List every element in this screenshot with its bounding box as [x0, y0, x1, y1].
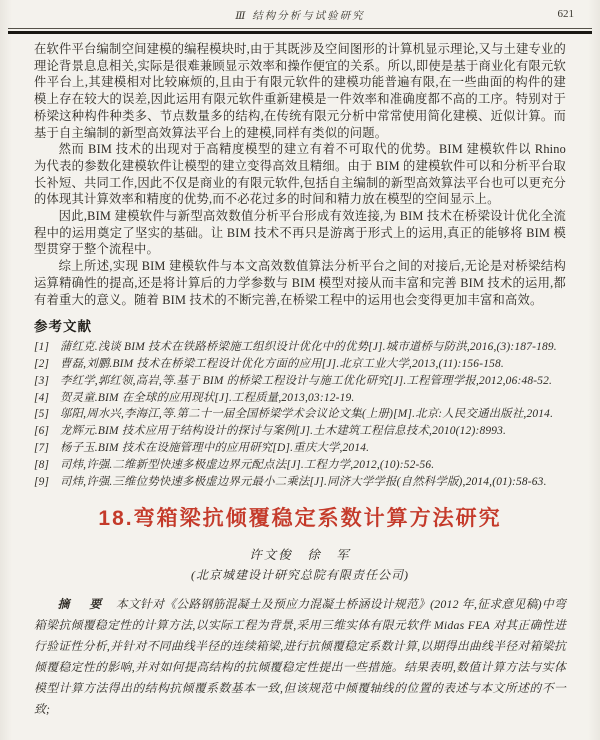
- next-article-title: 18.弯箱梁抗倾覆稳定系数计算方法研究: [98, 507, 502, 531]
- reference-item: [34, 474, 566, 491]
- reference-text: 龙辉元.BIM 技术应用于结构设计的探讨与案例[J].土木建筑工程信息技术,2010(12):8993.: [60, 425, 507, 438]
- reference-item: [34, 423, 566, 440]
- abstract-paragraph: [34, 594, 566, 720]
- reference-number: [3]: [34, 374, 50, 387]
- authors-line: 许文俊 徐 军: [249, 548, 351, 563]
- reference-text: 邬阳,周水兴,李海江,等.第二十一届全国桥梁学术会议论文集(上册)[M].北京:人民交通出版社,2014.: [60, 408, 554, 421]
- reference-item: [34, 356, 566, 373]
- reference-text: 司炜,许强.三维位势快速多极虚边界元最小二乘法[J].同济大学学报(自然科学版),2014,(01):58-63.: [60, 475, 547, 488]
- reference-number: [4]: [34, 391, 50, 404]
- references-list: [34, 339, 566, 490]
- reference-text: 司炜,许强.二维新型快速多极虚边界元配点法[J].工程力学,2012,(10):52-56.: [60, 458, 435, 471]
- abstract-label: 摘 要: [57, 597, 106, 612]
- reference-text: 杨子玉.BIM 技术在设施管理中的应用研究[D].重庆大学,2014.: [60, 442, 370, 455]
- reference-item: [34, 339, 566, 356]
- reference-number: [6]: [34, 425, 50, 438]
- reference-text: 蒲红克.浅谈 BIM 技术在铁路桥梁施工组织设计优化中的优势[J].城市道桥与防洪,2016,(3):187-189.: [60, 341, 557, 354]
- paragraph: 综上所述,实现 BIM 建模软件与本文高效数值算法分析平台之间的对接后,无论是对桥梁结构运算精确性的提高,还是将计算后的力学参数与 BIM 模型对接从而丰富和完善 BIM 技术的运用,都有着重大的意义。随着 BIM 技术的不断完善,在桥梁工程中的运用也会变得更加丰富和高效。: [34, 259, 566, 307]
- affiliation-line: (北京城建设计研究总院有限责任公司): [191, 568, 409, 583]
- abstract-text: 本文针对《公路钢筋混凝土及预应力混凝土桥涵设计规范》(2012 年,征求意见稿)中弯箱梁抗倾覆稳定性的计算方法,以实际工程为背景,采用三维实体有限元软件 Midas FEA 对其正确性进行验证性分析,并针对不同曲线半径的连续箱梁,进行抗倾覆稳定系数计算,以期得出曲线半径对箱梁抗倾覆稳定性的影响,并对如何提高结构的抗倾覆稳定性提出一些措施。结果表明,数值计算方法与实体模型计算方法得出的结构抗倾覆系数基本一致,但该规范中倾覆轴线的位置的表述与本文所述的不一致;: [34, 597, 566, 717]
- header-rule-thin: [8, 28, 592, 29]
- reference-item: [34, 373, 566, 390]
- page-number: 621: [557, 8, 574, 20]
- reference-number: [8]: [34, 458, 50, 471]
- paragraph: 因此,BIM 建模软件与新型高效数值分析平台形成有效连接,为 BIM 技术在桥梁设计优化全流程中的运用奠定了坚实的基础。让 BIM 技术不再只是游离于形式上的运用,真正的能够将 BIM 模型贯穿于整个流程中。: [34, 209, 566, 257]
- reference-number: [2]: [34, 358, 50, 371]
- reference-item: [34, 457, 566, 474]
- reference-item: [34, 390, 566, 407]
- running-head: Ⅲ 结构分析与试验研究: [235, 11, 365, 22]
- reference-item: [34, 440, 566, 457]
- paragraph: 在软件平台编制空间建模的编程模块时,由于其既涉及空间图形的计算机显示理论,又与土建专业的理论背景息息相关,实际是很难兼顾显示效率和操作便宜的关系。所以,即使是基于商业化有限元软件平台上,其建模相对比较麻烦的,且由于有限元软件的建模功能普遍有限,在一些曲面的构件的建模上存在较大的误差,因此运用有限元软件重新建模是一件效率和准确度都不高的工序。特别对于桥梁这种构件种类多、节点数量多的结构,在传统有限元分析中常常使用简化建模、近似计算。而基于自主编制的新型高效算法平台上的建模,同样有类似的问题。: [34, 42, 566, 140]
- reference-text: 曹磊,刘鹏.BIM 技术在桥梁工程设计优化方面的应用[J].北京工业大学,2013,(11):156-158.: [60, 358, 504, 371]
- reference-number: [9]: [34, 475, 50, 488]
- page-header: [0, 8, 600, 24]
- references-heading: 参考文献: [34, 319, 92, 335]
- reference-number: [1]: [34, 341, 50, 354]
- article-body: [34, 41, 566, 720]
- reference-number: [7]: [34, 442, 50, 455]
- paragraph: 然而 BIM 技术的出现对于高精度模型的建立有着不可取代的优势。BIM 建模软件以 Rhino 为代表的参数化建模软件让模型的建立变得高效且精细。由于 BIM 的建模软件可以和分析平台取长补短、共同工作,因此不仅是商业的有限元软件,包括自主编制的新型高效算法平台也可以更充分的体现其计算效率和精度的优势,而不必花过多的时间和精力放在模型的空间显示上。: [34, 142, 566, 207]
- reference-text: 贺灵童.BIM 在全球的应用现状[J].工程质量,2013,03:12-19.: [60, 391, 355, 404]
- reference-item: [34, 406, 566, 423]
- header-rule-thick: [8, 31, 592, 34]
- reference-text: 李红学,郭红领,高岩,等.基于 BIM 的桥梁工程设计与施工优化研究[J].工程管理学报,2012,06:48-52.: [60, 374, 553, 387]
- reference-number: [5]: [34, 408, 50, 421]
